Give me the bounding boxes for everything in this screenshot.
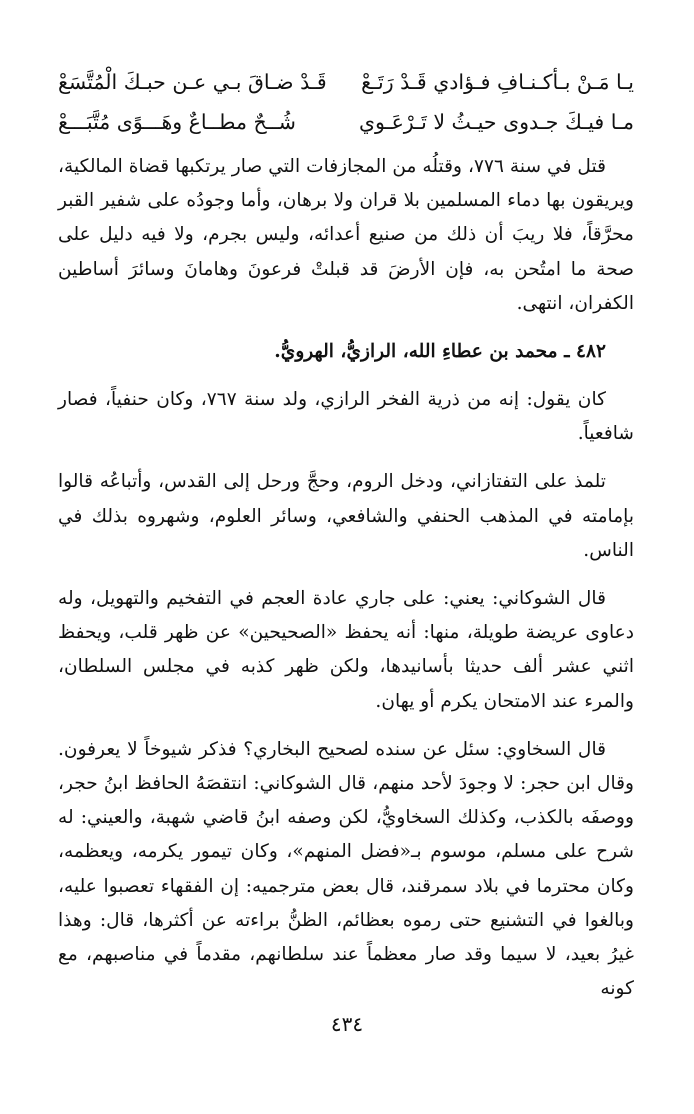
poem-verses — [58, 62, 634, 142]
verse-hemistich: شُــحٌ مطــاعٌ وهَـــوًى مُتَّبَـــعْ — [58, 110, 296, 134]
verse-hemistich: قَـدْ ضـاقَ بـي عـن حبـكَ الْمُتَّسَعْ — [58, 70, 327, 94]
body-paragraph: قتل في سنة ٧٧٦، وقتلُه من المجازفات التي صار يرتكبها قضاة المالكية، ويريقون بها دماء المسلمين بلا قران ولا برهان، وأما وجودُه على شفير القبر محرَّقاً، فلا ريبَ أن ذلك من صنيع أعدائه، وليس بجرم، ولا فيه دليل على صحة ما امتُحن به، فإن الأرضَ قد قبلتْ فرعونَ وهامانَ وسائرَ أساطين الكفران، انتهى. — [58, 156, 634, 314]
verse-line — [58, 102, 634, 142]
verse-line — [58, 62, 634, 102]
body-paragraph: تلمذ على التفتازاني، ودخل الروم، وحجَّ ورحل إلى القدس، وأتباعُه قالوا بإمامته في المذهب الحنفي والشافعي، وسائر العلوم، وشهروه بذلك في الناس. — [58, 471, 634, 561]
body-paragraph: كان يقول: إنه من ذرية الفخر الرازي، ولد سنة ٧٦٧، وكان حنفياً، فصار شافعياً. — [58, 389, 634, 445]
verse-hemistich: مـا فيـكَ جـدوى حيـثُ لا تَـرْعَـوي — [358, 110, 634, 134]
page-number: ٤٣٤ — [330, 1012, 364, 1036]
body-paragraph: قال السخاوي: سئل عن سنده لصحيح البخاري؟ فذكر شيوخاً لا يعرفون. وقال ابن حجر: لا وجودَ لأحد منهم، قال الشوكاني: انتقصَهُ الحافظ ابنُ حجر، ووصفَه بالكذب، وكذلك السخاويُّ، لكن وصفه ابنُ قاضي شهبة، والعيني: له شرح على مسلم، موسوم بـ«فضل المنهم»، وكان تيمور يكرمه، ويعظمه، وكان محترما في بلاد سمرقند، قال بعض مترجميه: إن الفقهاء تعصبوا عليه، وبالغوا في التشنيع حتى رموه بعظائم، الظنُّ براءته عن أكثرها، قال: وهذا غيرُ بعيد، لا سيما وقد صار معظماً عند سلطانهم، مقدماً في مناصبهم، مع كونه — [58, 738, 634, 1000]
body-paragraph: قال الشوكاني: يعني: على جاري عادة العجم في التفخيم والتهويل، وله دعاوى عريضة طويلة، منها: أنه يحفظ «الصحيحين» عن ظهر قلب، ويحفظ اثني عشر ألف حديثا بأسانيدها، ولكن ظهر كذبه في مجلس السلطان، والمرء عند الامتحان يكرم أو يهان. — [58, 588, 634, 712]
biography-heading: ٤٨٢ ـ محمد بن عطاءِ الله، الرازيُّ، الهرويُّ. — [274, 341, 606, 363]
verse-hemistich: يـا مَـنْ بـأكـنـافِ فـؤادي قَـدْ رَتَـعْ — [361, 70, 634, 94]
